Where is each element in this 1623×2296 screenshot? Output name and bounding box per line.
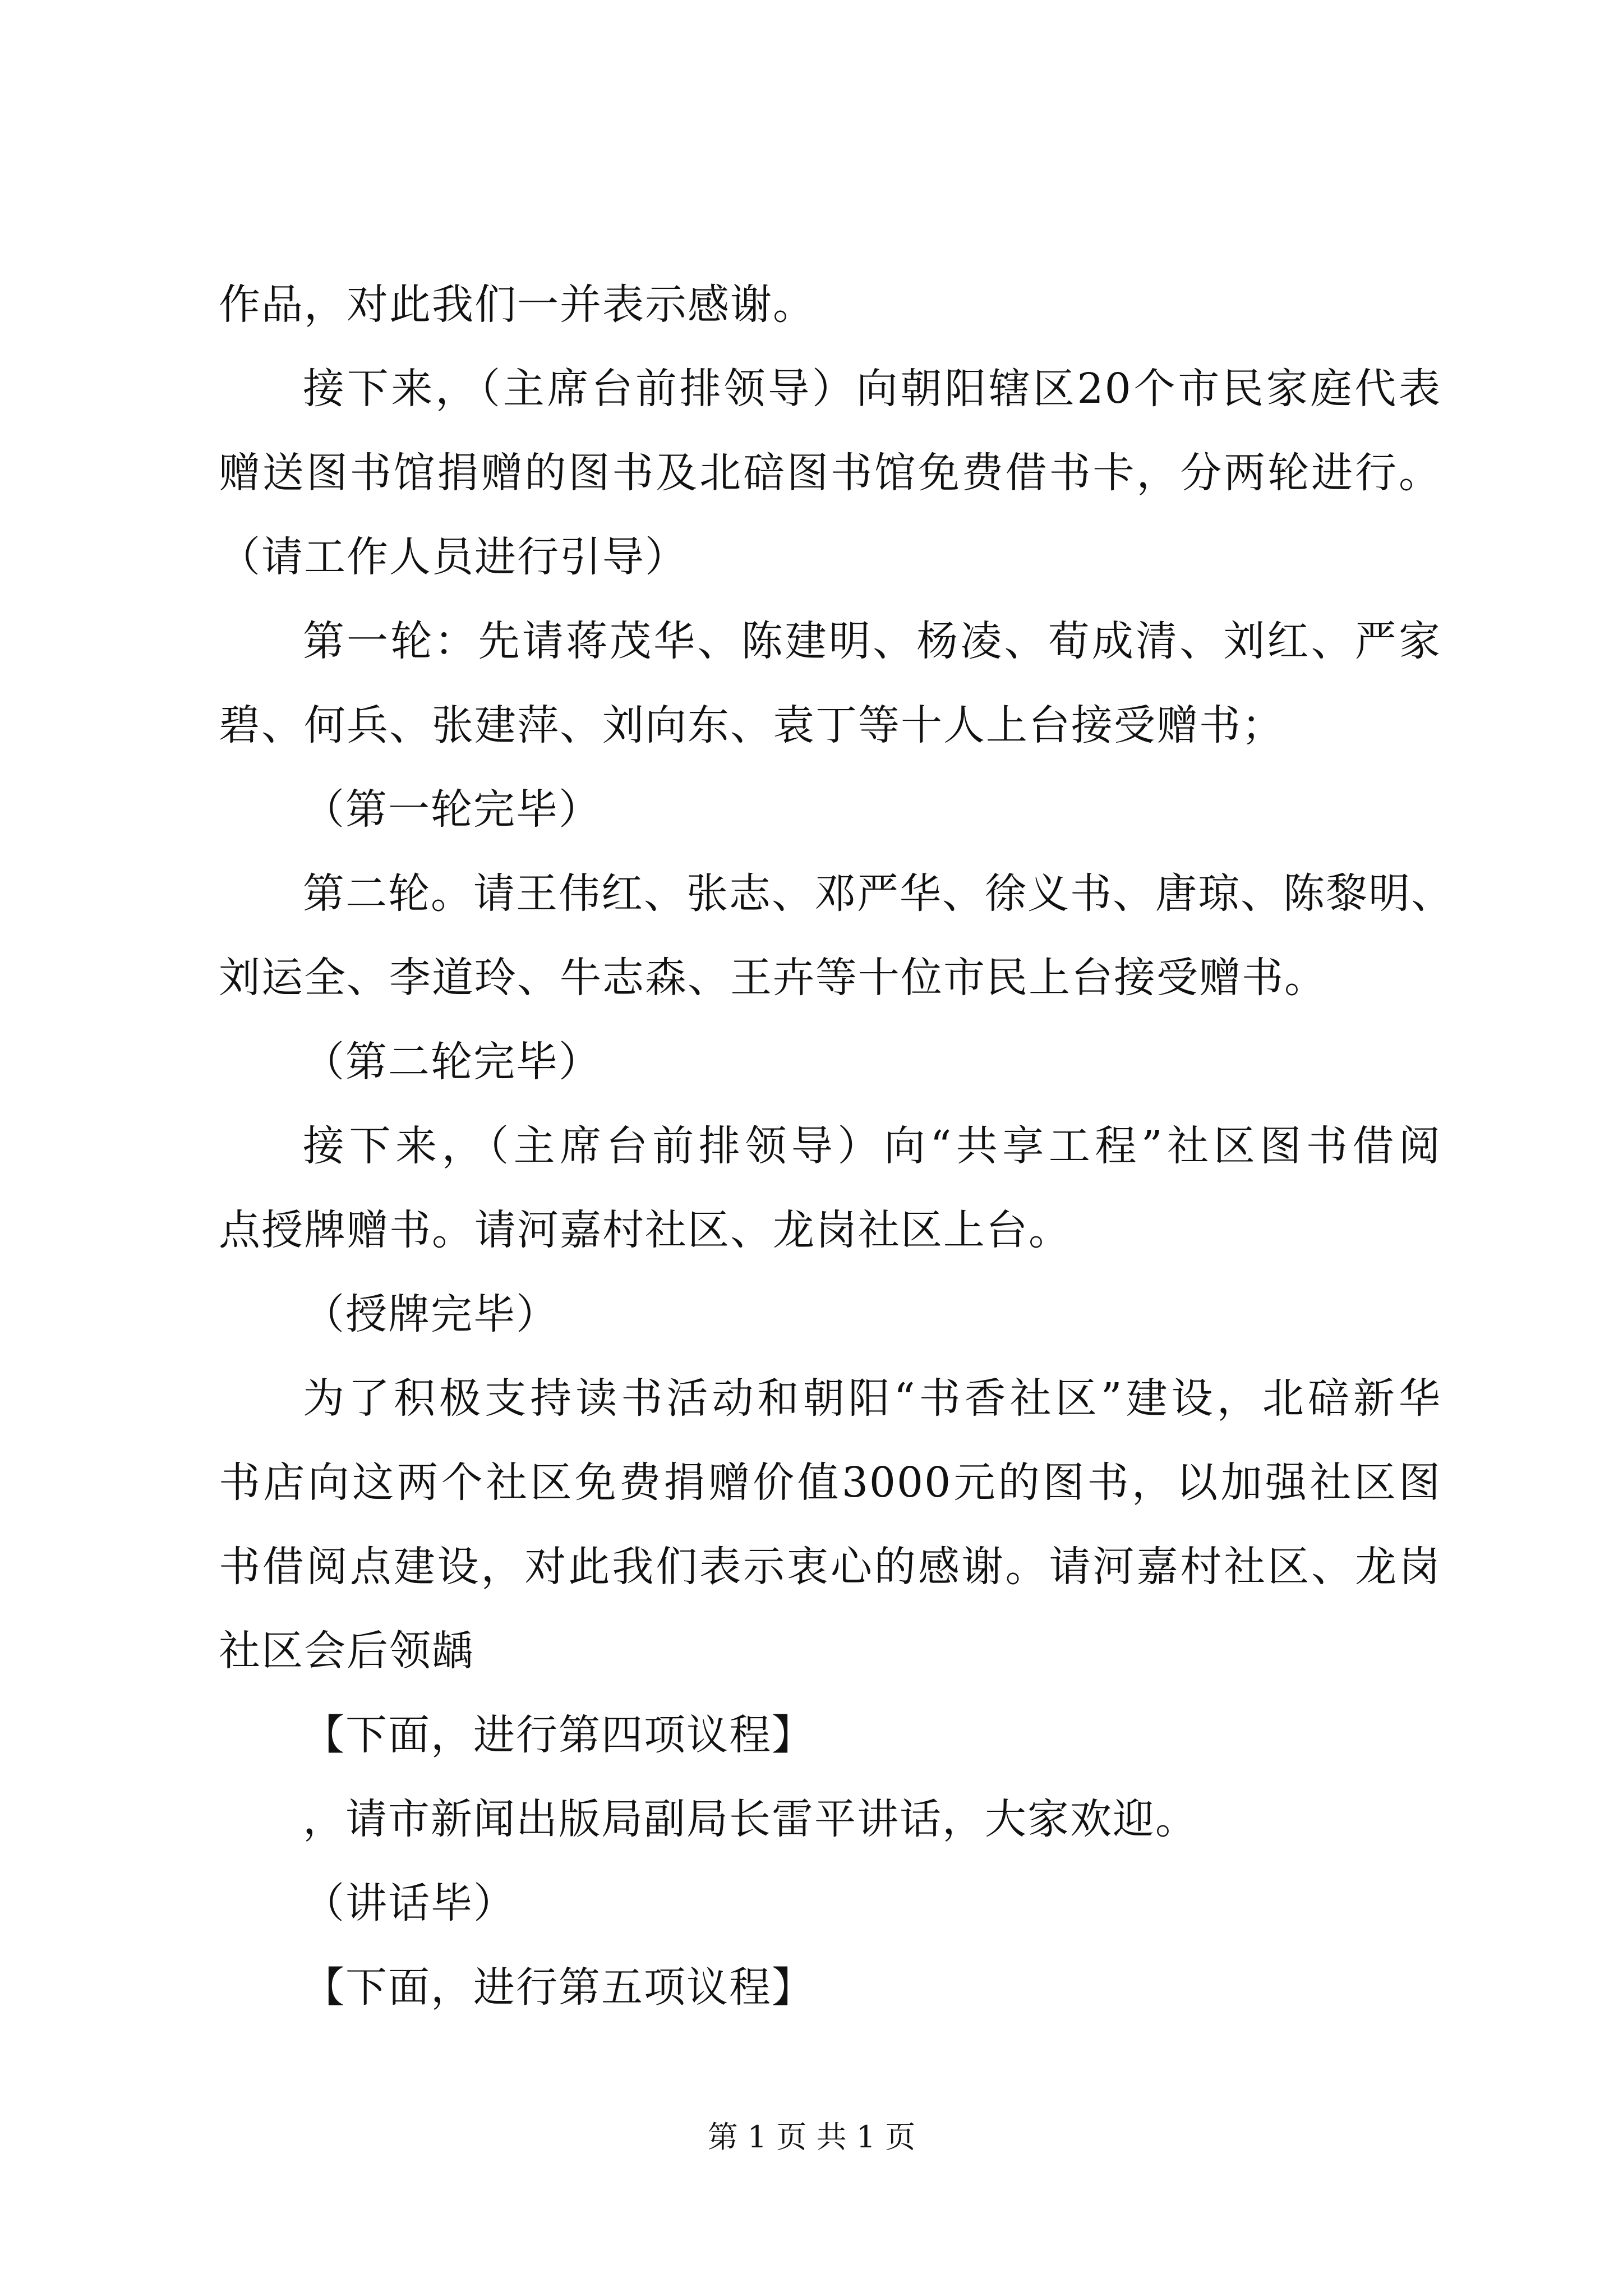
text-line-5: 第一轮：先请蒋茂华、陈建明、杨凌、荀成清、刘红、严家 <box>303 617 1441 665</box>
text-line-14: 为了积极支持读书活动和朝阳“书香社区”建设，北碚新华 <box>303 1374 1441 1423</box>
text-line-21: 【下面，进行第五项议程】 <box>303 1963 814 2012</box>
text-line-4: （请工作人员进行引导） <box>219 533 688 581</box>
page-number-indicator: 第 1 页 共 1 页 <box>707 2119 916 2155</box>
text-line-16: 书借阅点建设，对此我们表示衷心的感谢。请河嘉村社区、龙岗 <box>219 1543 1441 1591</box>
text-line-15: 书店向这两个社区免费捐赠价值3000元的图书，以加强社区图 <box>219 1458 1441 1507</box>
text-line-2: 接下来，（主席台前排领导）向朝阳辖区20个市民家庭代表 <box>303 365 1441 413</box>
text-line-11: 接下来，（主席台前排领导）向“共享工程”社区图书借阅 <box>303 1122 1441 1170</box>
text-line-7: （第一轮完毕） <box>303 785 601 834</box>
text-line-6: 碧、何兵、张建萍、刘向东、袁丁等十人上台接受赠书； <box>219 701 1284 749</box>
text-line-19: ，请市新闻出版局副局长雷平讲话，大家欢迎。 <box>303 1795 1198 1843</box>
text-line-17: 社区会后领龋 <box>219 1627 474 1675</box>
text-line-10: （第二轮完毕） <box>303 1038 601 1086</box>
text-line-1: 作品，对此我们一并表示感谢。 <box>219 280 815 329</box>
document-body <box>219 263 1454 2030</box>
text-line-20: （讲话毕） <box>303 1879 516 1927</box>
text-line-8: 第二轮。请王伟红、张志、邓严华、徐义书、唐琼、陈黎明、 <box>303 869 1454 918</box>
text-line-9: 刘运全、李道玲、牛志森、王卉等十位市民上台接受赠书。 <box>219 954 1327 1002</box>
page-footer <box>0 2115 1623 2160</box>
text-line-12: 点授牌赠书。请河嘉村社区、龙岗社区上台。 <box>219 1206 1071 1254</box>
text-line-18: 【下面，进行第四项议程】 <box>303 1711 814 1759</box>
text-line-3: 赠送图书馆捐赠的图书及北碚图书馆免费借书卡，分两轮进行。 <box>219 449 1441 497</box>
text-line-13: （授牌完毕） <box>303 1290 559 1338</box>
